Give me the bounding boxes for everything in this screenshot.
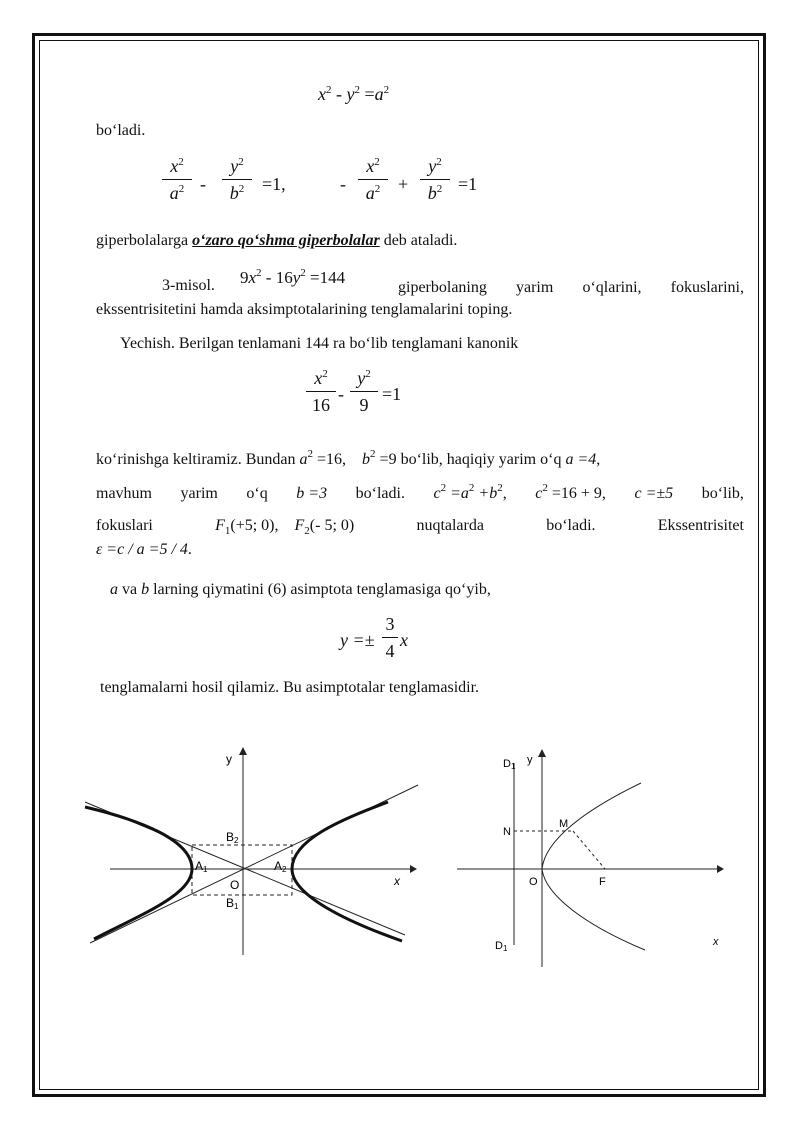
label-b2: B2: [226, 830, 239, 845]
example-label: 3-misol.: [162, 277, 215, 294]
label-d1-bottom: D1: [495, 940, 508, 953]
closing-sentence: tenglamalarni hosil qilamiz. Bu asimptotalar tenglamasidir.: [100, 679, 480, 696]
eccentricity-equation: ε =c / a =5 / 4.: [96, 541, 192, 558]
y-axis-arrow: [239, 747, 247, 755]
plus-sign-right: +: [398, 174, 409, 194]
asymptote-lhs: y =±: [340, 630, 375, 650]
frac-x2-a2-right: $x^2$ $a^2$: [358, 154, 388, 205]
label-origin: O: [230, 878, 240, 892]
canonical-equals: =1: [382, 384, 402, 404]
label-x: x: [394, 874, 400, 888]
solution-intro: Yechish. Berilgan tenlamani 144 ra bo‘lib tenglamani kanonik: [120, 335, 519, 352]
example-equation: $9x^2 - 16y^2 =144$: [240, 267, 346, 287]
frac-x2-16: $x^2$ 16: [306, 366, 336, 417]
hyperbola-right-branch: [292, 802, 402, 941]
equals-one-right: =1: [458, 174, 478, 194]
line-substitution: a va b larning qiymatini (6) asimptota tenglamasiga qo‘yib,: [110, 581, 491, 598]
x-axis-arrow: [717, 865, 724, 873]
label-m: M: [559, 818, 569, 830]
label-y: y: [527, 754, 533, 766]
label-origin: O: [529, 876, 538, 888]
example-line-1: giperbolaning yarim o‘qlarini, fokuslarini,: [398, 279, 744, 296]
label-n: N: [503, 826, 511, 838]
line-semiaxis-a: ko‘rinishga keltiramiz. Bundan $a^2 =16$, $b^2 =9$ bo‘lib, haqiqiy yarim o‘q a =4,: [96, 448, 601, 468]
line-semiaxis-b: mavhum yarim o‘q b =3 bo‘ladi. $c^2 =a^2 +b^2$, $c^2 =16 + 9$, c =±5 bo‘lib,: [96, 482, 744, 502]
formula-top: $x^2 - y^2 =a^2$: [318, 84, 390, 104]
frac-three-quarters: 3 4: [382, 612, 398, 663]
label-b1: B1: [226, 896, 239, 911]
label-a1: A1: [195, 859, 208, 874]
hyperbola-figure: [80, 745, 420, 960]
example-line-2: ekssentrisitetini hamda aksimptotalarining tenglamalarini toping.: [96, 301, 513, 318]
parabola-figure: [455, 745, 745, 970]
minus-sign-right: -: [340, 174, 346, 194]
label-x: x: [713, 936, 719, 948]
parabola-curve: [542, 783, 645, 950]
canonical-minus: -: [338, 384, 344, 404]
label-a2: A2: [274, 859, 287, 874]
frac-y2-b2-left: $y^2$ $b^2$: [222, 154, 252, 205]
x-axis-arrow: [410, 865, 417, 873]
line-foci: fokuslari $F_1(+5$; 0), $F_2(-$ 5; 0) nuqtalarda bo‘ladi. Ekssentrisitet: [96, 517, 744, 537]
equals-one-left: =1,: [262, 174, 286, 194]
segment-mf: [573, 831, 605, 869]
asymptote-var: x: [400, 630, 408, 650]
paragraph-conjugate-hyperbolas: giperbolalarga o‘zaro qo‘shma giperbolalar deb ataladi.: [96, 232, 458, 249]
y-axis-arrow: [538, 749, 546, 757]
term-conjugate-hyperbolas: o‘zaro qo‘shma giperbolalar: [192, 232, 380, 249]
minus-sign-left: -: [200, 174, 206, 194]
label-focus: F: [599, 876, 606, 888]
frac-x2-a2-left: $x^2$ $a^2$: [162, 154, 192, 205]
frac-y2-9: $y^2$ 9: [350, 366, 378, 417]
frac-y2-b2-right: $y^2$ $b^2$: [420, 154, 450, 205]
label-y: y: [226, 752, 232, 766]
paragraph-boladi: bo‘ladi.: [96, 122, 146, 139]
label-d1-top: D1: [503, 758, 516, 771]
